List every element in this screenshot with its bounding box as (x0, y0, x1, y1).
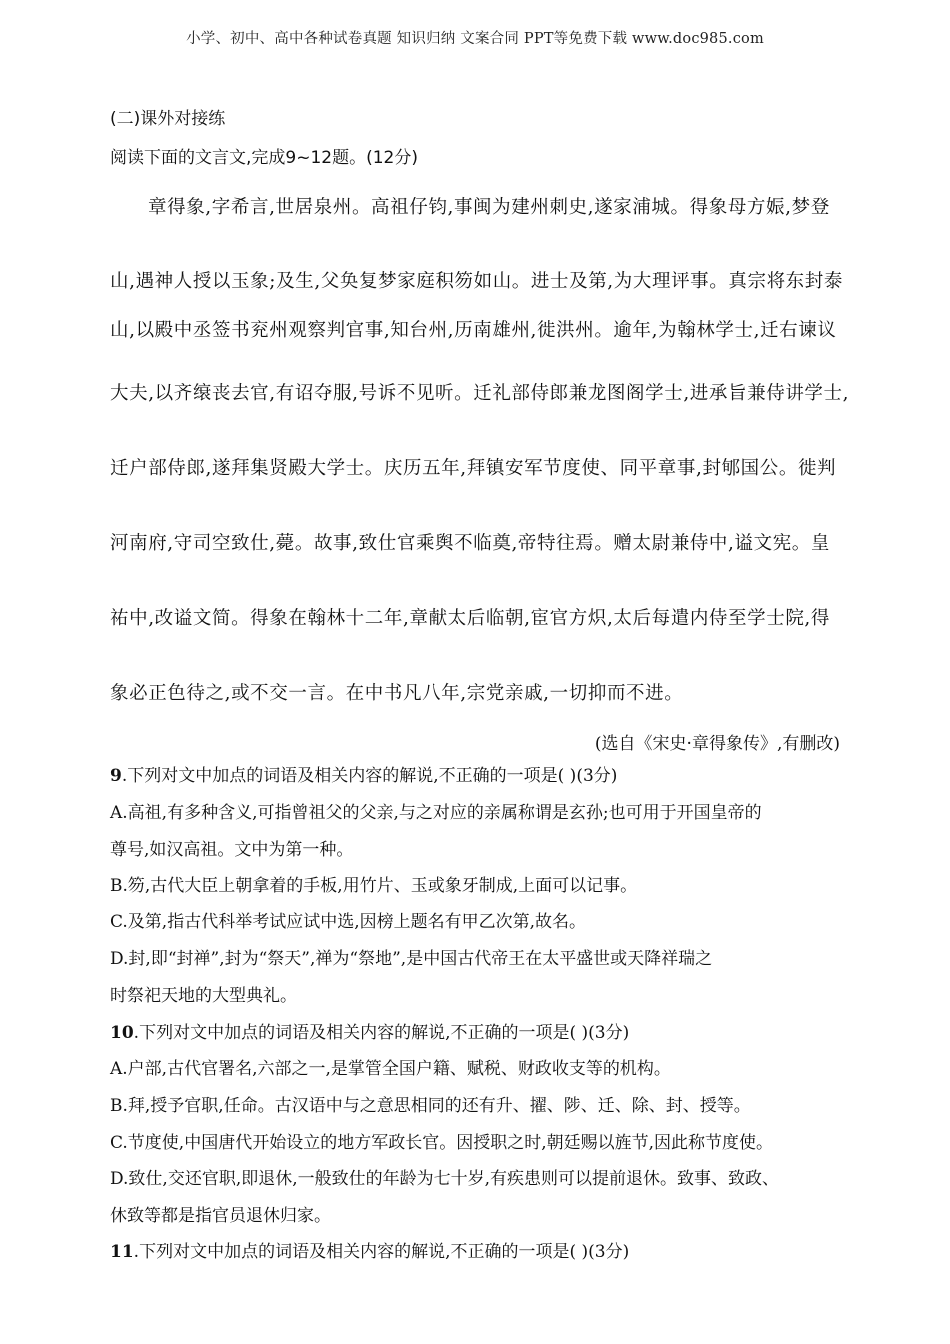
page-header: 小学、初中、高中各种试卷真题 知识归纳 文案合同 PPT等免费下载 www.doc985.com (186, 31, 764, 47)
option-b: B.笏,古代大臣上朝拿着的手板,用竹片、玉或象牙制成,上面可以记事。 (110, 876, 638, 896)
option-d-cont: 休致等都是指官员退休归家。 (110, 1206, 331, 1226)
option-a-cont: 尊号,如汉高祖。文中为第一种。 (110, 840, 354, 860)
option-d: D.致仕,交还官职,即退休,一般致仕的年龄为七十岁,有疾患则可以提前退休。致事、致政、 (110, 1169, 780, 1189)
option-b: B.拜,授予官职,任命。古汉语中与之意思相同的还有升、擢、陟、迁、除、封、授等。 (110, 1096, 751, 1116)
option-d: D.封,即“封禅”,封为“祭天”,禅为“祭地”,是中国古代帝王在太平盛世或天降祥瑞之 (110, 949, 713, 969)
option-d-cont: 时祭祀天地的大型典礼。 (110, 986, 297, 1006)
passage-line: 山,遇神人授以玉象;及生,父奂复梦家庭积笏如山。进士及第,为大理评事。真宗将东封泰 (110, 271, 843, 292)
passage-line: 祐中,改谥文简。得象在翰林十二年,章献太后临朝,宦官方炽,太后每遣内侍至学士院,得 (110, 608, 831, 629)
passage-line: 河南府,守司空致仕,薨。故事,致仕官乘舆不临奠,帝特往焉。赠太尉兼侍中,谥文宪。皇 (110, 533, 831, 554)
question-stem: 9.下列对文中加点的词语及相关内容的解说,不正确的一项是( )(3分) (110, 766, 618, 786)
question-number: 9 (110, 766, 122, 786)
passage-line: 迁户部侍郎,遂拜集贤殿大学士。庆历五年,拜镇安军节度使、同平章事,封郇国公。徙判 (110, 458, 837, 479)
question-number: 11 (110, 1242, 134, 1262)
passage-line: 象必正色待之,或不交一言。在中书凡八年,宗党亲戚,一切抑而不进。 (110, 683, 684, 704)
question-stem: 10.下列对文中加点的词语及相关内容的解说,不正确的一项是( )(3分) (110, 1023, 630, 1043)
passage-line: 山,以殿中丞签书兖州观察判官事,知台州,历南雄州,徙洪州。逾年,为翰林学士,迁右谏议 (110, 320, 837, 341)
option-a: A.户部,古代官署名,六部之一,是掌管全国户籍、赋税、财政收支等的机构。 (110, 1059, 671, 1079)
option-a: A.高祖,有多种含义,可指曾祖父的父亲,与之对应的亲属称谓是玄孙;也可用于开国皇帝的 (110, 803, 762, 823)
passage-line: 大夫,以齐缞丧去官,有诏夺服,号诉不见听。迁礼部侍郎兼龙图阁学士,进承旨兼侍讲学士, (110, 383, 850, 404)
question-number: 10 (110, 1023, 134, 1043)
option-c: C.节度使,中国唐代开始设立的地方军政长官。因授职之时,朝廷赐以旌节,因此称节度使。 (110, 1133, 774, 1153)
section-title: (二)课外对接练 (110, 109, 226, 129)
question-stem: 11.下列对文中加点的词语及相关内容的解说,不正确的一项是( )(3分) (110, 1242, 630, 1262)
instruction: 阅读下面的文言文,完成9~12题。(12分) (110, 148, 418, 168)
passage-source: (选自《宋史·章得象传》,有删改) (594, 734, 840, 754)
passage-line: 章得象,字希言,世居泉州。高祖仔钧,事闽为建州刺史,遂家浦城。得象母方娠,梦登 (148, 197, 830, 218)
option-c: C.及第,指古代科举考试应试中选,因榜上题名有甲乙次第,故名。 (110, 912, 587, 932)
